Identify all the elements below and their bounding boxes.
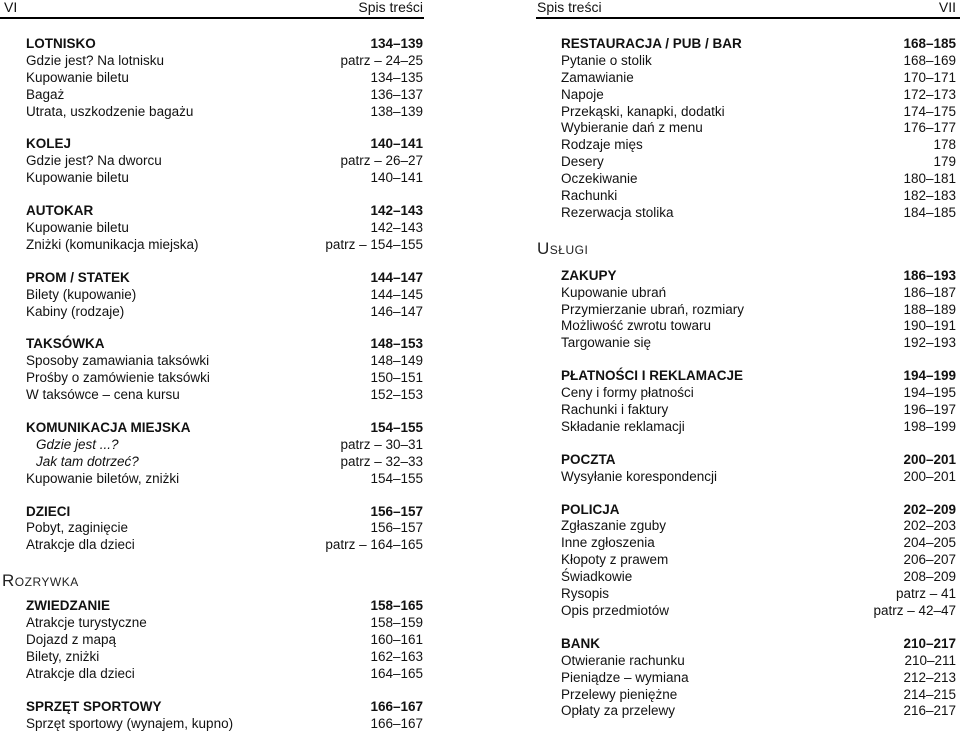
- entry-label: Świadkowie: [561, 569, 633, 585]
- entry-label: Atrakcje turystyczne: [26, 615, 147, 631]
- section-pages: 134–139: [370, 36, 423, 51]
- entry-pages: 212–213: [903, 669, 956, 685]
- right-page-number: VII: [938, 0, 956, 15]
- toc-section: [26, 36, 423, 120]
- toc-entry[interactable]: [26, 220, 423, 237]
- entry-pages: 178: [933, 137, 956, 153]
- entry-pages: 182–183: [903, 188, 956, 204]
- section-title-row[interactable]: [26, 699, 423, 716]
- toc-entry[interactable]: [26, 454, 423, 471]
- entry-pages: 170–171: [903, 69, 956, 85]
- entry-pages: patrz – 30–31: [340, 436, 423, 452]
- toc-entry[interactable]: [561, 552, 956, 569]
- entry-pages: 200–201: [903, 468, 956, 484]
- section-title: BANK: [561, 635, 600, 651]
- entry-pages: 148–149: [370, 353, 423, 369]
- entry-label: Rachunki: [561, 188, 618, 204]
- toc-entry[interactable]: [561, 53, 956, 70]
- entry-pages: patrz – 26–27: [340, 153, 423, 169]
- entry-label: Otwieranie rachunku: [561, 652, 685, 668]
- toc-section: [26, 203, 423, 254]
- section-title: PROM / STATEK: [26, 269, 130, 285]
- entry-pages: 214–215: [903, 686, 956, 702]
- right-running-title: Spis treści: [537, 0, 602, 15]
- left-running-title: Spis treści: [358, 0, 423, 15]
- section-pages: 202–209: [903, 501, 956, 517]
- entry-pages: 188–189: [903, 301, 956, 317]
- toc-entry[interactable]: [26, 353, 423, 370]
- entry-pages: 190–191: [903, 318, 956, 334]
- entry-pages: 146–147: [370, 303, 423, 319]
- entry-label: Pobyt, zaginięcie: [26, 520, 129, 536]
- toc-section: [561, 452, 956, 486]
- toc-entry[interactable]: [26, 437, 423, 454]
- entry-label: Kabiny (rodzaje): [26, 303, 125, 319]
- entry-pages: 179: [933, 154, 956, 170]
- toc-entry[interactable]: [561, 104, 956, 121]
- entry-label: Wysyłanie korespondencji: [561, 468, 717, 484]
- toc-entry[interactable]: [561, 302, 956, 319]
- section-title: POLICJA: [561, 501, 620, 517]
- toc-section: [561, 502, 956, 620]
- entry-pages: 206–207: [903, 552, 956, 568]
- entry-pages: 186–187: [903, 284, 956, 300]
- major-heading-uslugi: Usługi: [537, 238, 589, 258]
- toc-entry[interactable]: [561, 70, 956, 87]
- toc-section: [561, 636, 956, 720]
- entry-label: Kupowanie biletu: [26, 220, 129, 236]
- toc-entry[interactable]: [561, 120, 956, 137]
- entry-pages: 158–159: [370, 615, 423, 631]
- entry-label: Sprzęt sportowy (wynajem, kupno): [26, 715, 234, 731]
- toc-entry[interactable]: [561, 137, 956, 154]
- toc-section: [561, 368, 956, 436]
- section-title-row[interactable]: [26, 504, 423, 521]
- section-pages: 144–147: [370, 269, 423, 285]
- right-sections: [561, 36, 956, 222]
- section-pages: 200–201: [903, 451, 956, 467]
- entry-label: Napoje: [561, 86, 604, 102]
- left-sections: [26, 36, 423, 554]
- entry-label: Kupowanie ubrań: [561, 284, 667, 300]
- toc-entry[interactable]: [561, 188, 956, 205]
- entry-label: Składanie reklamacji: [561, 418, 685, 434]
- toc-entry[interactable]: [561, 653, 956, 670]
- toc-entry[interactable]: [561, 171, 956, 188]
- entry-label: Kupowanie biletu: [26, 69, 129, 85]
- toc-entry[interactable]: [26, 632, 423, 649]
- section-title-row[interactable]: [26, 36, 423, 53]
- entry-label: Bagaż: [26, 86, 65, 102]
- section-title: KOLEJ: [26, 136, 72, 152]
- entry-label: Przymierzanie ubrań, rozmiary: [561, 301, 745, 317]
- entry-label: Sposoby zamawiania taksówki: [26, 353, 210, 369]
- toc-entry[interactable]: [26, 70, 423, 87]
- section-title-row[interactable]: [561, 452, 956, 469]
- section-title-row[interactable]: [561, 36, 956, 53]
- toc-entry[interactable]: [26, 87, 423, 104]
- toc-entry[interactable]: [26, 537, 423, 554]
- entry-label: W taksówce – cena kursu: [26, 387, 180, 403]
- toc-entry[interactable]: [26, 153, 423, 170]
- entry-label: Rodzaje mięs: [561, 137, 643, 153]
- section-title-row[interactable]: [26, 203, 423, 220]
- entry-pages: 198–199: [903, 418, 956, 434]
- entry-label: Opłaty za przelewy: [561, 703, 676, 719]
- entry-pages: 180–181: [903, 171, 956, 187]
- toc-section: [26, 699, 423, 733]
- section-title-row[interactable]: [26, 270, 423, 287]
- toc-entry[interactable]: [561, 402, 956, 419]
- toc-entry[interactable]: [26, 104, 423, 121]
- toc-entry[interactable]: [561, 687, 956, 704]
- entry-label: Rysopis: [561, 586, 610, 602]
- section-title-row[interactable]: [26, 598, 423, 615]
- section-title: ZWIEDZANIE: [26, 598, 110, 614]
- entry-label: Możliwość zwrotu towaru: [561, 318, 712, 334]
- toc-entry[interactable]: [561, 87, 956, 104]
- toc-entry[interactable]: [561, 285, 956, 302]
- section-title: DZIECI: [26, 503, 71, 519]
- entry-label: Gdzie jest? Na lotnisku: [26, 52, 165, 68]
- entry-pages: 150–151: [370, 370, 423, 386]
- entry-pages: 176–177: [903, 120, 956, 136]
- entry-label: Jak tam dotrzeć?: [36, 453, 139, 469]
- entry-label: Gdzie jest? Na dworcu: [26, 153, 162, 169]
- toc-entry[interactable]: [26, 520, 423, 537]
- entry-pages: patrz – 32–33: [340, 453, 423, 469]
- entry-label: Inne zgłoszenia: [561, 535, 655, 551]
- toc-entry[interactable]: [26, 53, 423, 70]
- entry-label: Atrakcje dla dzieci: [26, 537, 135, 553]
- entry-label: Zniżki (komunikacja miejska): [26, 236, 199, 252]
- left-page-number: VI: [4, 0, 18, 15]
- left-sections-rozrywka: [26, 598, 423, 732]
- section-pages: 186–193: [903, 267, 956, 283]
- entry-label: Prośby o zamówienie taksówki: [26, 370, 210, 386]
- entry-label: Bilety, zniżki: [26, 648, 100, 664]
- entry-pages: 162–163: [370, 648, 423, 664]
- toc-entry[interactable]: [561, 154, 956, 171]
- toc-entry[interactable]: [561, 205, 956, 222]
- section-pages: 142–143: [370, 203, 423, 219]
- right-toc-column: [537, 36, 956, 736]
- toc-entry[interactable]: [561, 569, 956, 586]
- section-title-row[interactable]: [561, 268, 956, 285]
- toc-entry[interactable]: [26, 471, 423, 488]
- toc-section: [26, 336, 423, 404]
- entry-pages: 196–197: [903, 402, 956, 418]
- entry-label: Rezerwacja stolika: [561, 204, 674, 220]
- entry-label: Bilety (kupowanie): [26, 286, 137, 302]
- toc-entry[interactable]: [26, 649, 423, 666]
- toc-entry[interactable]: [26, 304, 423, 321]
- entry-pages: patrz – 24–25: [340, 52, 423, 68]
- entry-pages: 210–211: [904, 652, 956, 668]
- section-pages: 156–157: [370, 503, 423, 519]
- entry-label: Dojazd z mapą: [26, 632, 117, 648]
- entry-label: Wybieranie dań z menu: [561, 120, 703, 136]
- entry-pages: 152–153: [370, 387, 423, 403]
- entry-label: Opis przedmiotów: [561, 602, 670, 618]
- toc-entry[interactable]: [561, 335, 956, 352]
- left-toc-column: [2, 36, 423, 749]
- section-title: SPRZĘT SPORTOWY: [26, 698, 162, 714]
- section-title: ZAKUPY: [561, 267, 617, 283]
- section-title-row[interactable]: [26, 336, 423, 353]
- toc-entry[interactable]: [26, 615, 423, 632]
- toc-entry[interactable]: [26, 287, 423, 304]
- entry-label: Zamawianie: [561, 69, 634, 85]
- toc-section: [561, 36, 956, 222]
- toc-section: [26, 270, 423, 321]
- section-title: KOMUNIKACJA MIEJSKA: [26, 420, 191, 436]
- toc-entry[interactable]: [26, 716, 423, 733]
- toc-section: [561, 268, 956, 352]
- entry-pages: 184–185: [903, 204, 956, 220]
- toc-entry[interactable]: [561, 518, 956, 535]
- entry-label: Ceny i formy płatności: [561, 385, 694, 401]
- section-title: AUTOKAR: [26, 203, 94, 219]
- entry-label: Utrata, uszkodzenie bagażu: [26, 103, 194, 119]
- entry-label: Zgłaszanie zguby: [561, 518, 667, 534]
- toc-entry[interactable]: [26, 666, 423, 683]
- entry-pages: 144–145: [370, 286, 423, 302]
- section-pages: 158–165: [370, 598, 423, 614]
- entry-pages: 154–155: [370, 470, 423, 486]
- entry-pages: patrz – 164–165: [325, 537, 423, 553]
- left-header-rule: [0, 17, 424, 19]
- entry-pages: 202–203: [903, 518, 956, 534]
- entry-pages: 172–173: [903, 86, 956, 102]
- section-title: TAKSÓWKA: [26, 336, 105, 352]
- section-pages: 148–153: [370, 336, 423, 352]
- entry-label: Desery: [561, 154, 604, 170]
- entry-label: Rachunki i faktury: [561, 402, 669, 418]
- entry-pages: 216–217: [903, 703, 956, 719]
- entry-label: Kupowanie biletu: [26, 170, 129, 186]
- right-sections-uslugi: [561, 268, 956, 720]
- toc-entry[interactable]: [26, 387, 423, 404]
- section-title-row[interactable]: [26, 420, 423, 437]
- section-title: POCZTA: [561, 451, 616, 467]
- entry-label: Kupowanie biletów, zniżki: [26, 470, 180, 486]
- entry-label: Przelewy pieniężne: [561, 686, 678, 702]
- section-title-row[interactable]: [561, 368, 956, 385]
- entry-pages: 204–205: [903, 535, 956, 551]
- entry-pages: 194–195: [903, 385, 956, 401]
- section-title: LOTNISKO: [26, 36, 96, 51]
- toc-section: [26, 504, 423, 555]
- entry-pages: patrz – 154–155: [325, 236, 423, 252]
- toc-entry[interactable]: [26, 370, 423, 387]
- section-title-row[interactable]: [26, 136, 423, 153]
- toc-section: [26, 136, 423, 187]
- toc-entry[interactable]: [561, 318, 956, 335]
- toc-entry[interactable]: [561, 603, 956, 620]
- entry-pages: patrz – 42–47: [873, 602, 956, 618]
- toc-entry[interactable]: [561, 535, 956, 552]
- entry-pages: 192–193: [903, 335, 956, 351]
- entry-label: Oczekiwanie: [561, 171, 638, 187]
- entry-pages: 142–143: [370, 220, 423, 236]
- entry-pages: 160–161: [370, 632, 423, 648]
- toc-entry[interactable]: [561, 469, 956, 486]
- toc-section: [26, 598, 423, 682]
- section-title: RESTAURACJA / PUB / BAR: [561, 36, 742, 51]
- entry-label: Przekąski, kanapki, dodatki: [561, 103, 725, 119]
- entry-pages: 166–167: [370, 715, 423, 731]
- section-title-row[interactable]: [561, 636, 956, 653]
- entry-pages: 208–209: [903, 569, 956, 585]
- entry-pages: 134–135: [370, 69, 423, 85]
- major-heading-rozrywka: Rozrywka: [2, 571, 79, 591]
- section-title: PŁATNOŚCI I REKLAMACJE: [561, 368, 744, 384]
- toc-entry[interactable]: [561, 703, 956, 720]
- toc-entry[interactable]: [561, 670, 956, 687]
- entry-label: Targowanie się: [561, 335, 652, 351]
- entry-label: Kłopoty z prawem: [561, 552, 669, 568]
- section-pages: 140–141: [370, 136, 423, 152]
- entry-pages: patrz – 41: [895, 586, 956, 602]
- entry-pages: 138–139: [370, 103, 423, 119]
- section-pages: 168–185: [903, 36, 956, 51]
- section-pages: 166–167: [370, 698, 423, 714]
- section-pages: 154–155: [370, 420, 423, 436]
- entry-pages: 168–169: [903, 52, 956, 68]
- entry-pages: 156–157: [370, 520, 423, 536]
- toc-entry[interactable]: [26, 237, 423, 254]
- entry-label: Gdzie jest ...?: [36, 436, 119, 452]
- section-pages: 210–217: [903, 635, 956, 651]
- toc-entry[interactable]: [561, 419, 956, 436]
- toc-section: [26, 420, 423, 488]
- right-header-rule: [536, 17, 960, 19]
- entry-label: Atrakcje dla dzieci: [26, 665, 135, 681]
- entry-pages: 164–165: [370, 665, 423, 681]
- entry-label: Pieniądze – wymiana: [561, 669, 689, 685]
- toc-entry[interactable]: [561, 586, 956, 603]
- toc-entry[interactable]: [26, 170, 423, 187]
- entry-label: Pytanie o stolik: [561, 52, 652, 68]
- section-title-row[interactable]: [561, 502, 956, 519]
- section-pages: 194–199: [903, 368, 956, 384]
- entry-pages: 136–137: [370, 86, 423, 102]
- toc-entry[interactable]: [561, 385, 956, 402]
- entry-pages: 140–141: [370, 170, 423, 186]
- entry-pages: 174–175: [903, 103, 956, 119]
